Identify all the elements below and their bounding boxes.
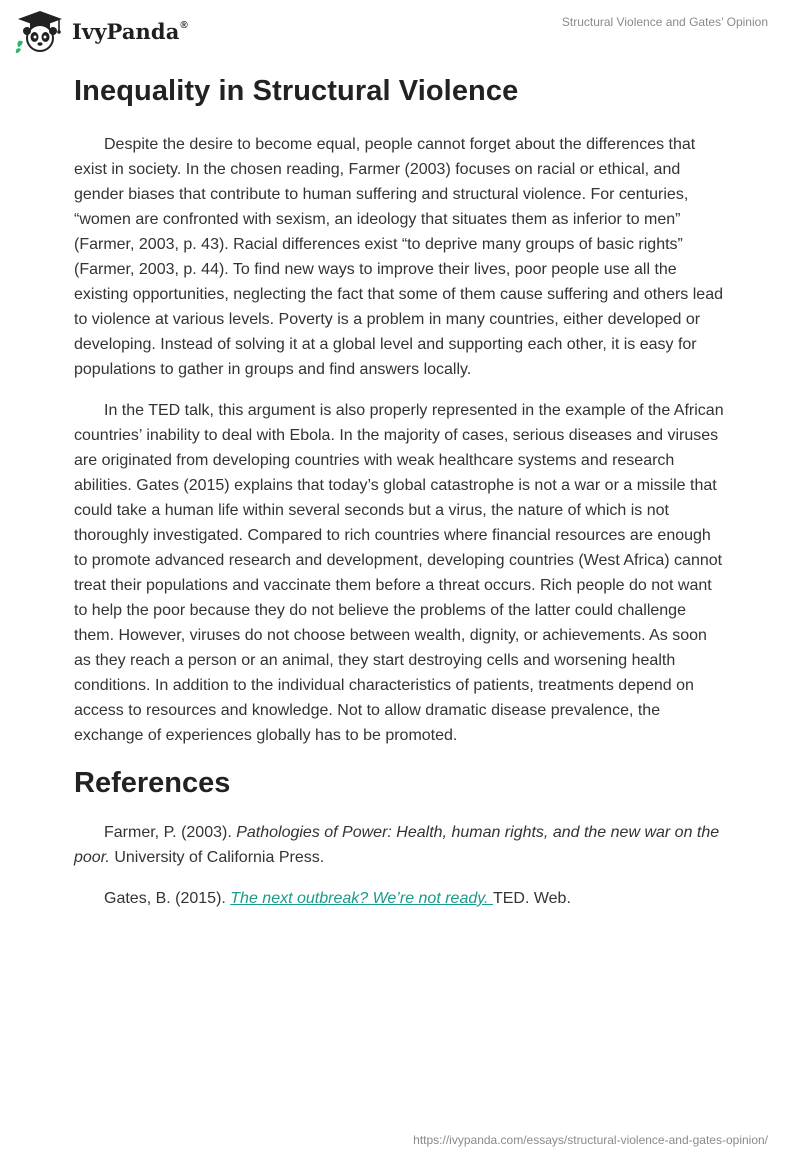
page-header [0, 0, 800, 60]
article-title: Inequality in Structural Violence [74, 75, 519, 107]
reference-source: TED. Web. [492, 890, 571, 907]
logo-wordmark: IvyPanda® [72, 18, 188, 44]
paragraph: Despite the desire to become equal, people cannot forget about the differences that exist in society. In the chosen reading, Farmer (2003) focuses on racial or ethical, and gender biases that contribute to human suffering and structural violence. For centuries, “women are confronted with sexism, an ideology that situates them as inferior to men” (Farmer, 2003, p. 43). Racial differences exist “to deprive many groups of basic rights” (Farmer, 2003, p. 44). To find new ways to improve their lives, poor people use all the existing opportunities, neglecting the fact that some of them cause suffering and others lead to violence at various levels. Poverty is a problem in many countries, either developed or developing. Instead of solving it at a global level and supporting each other, it is easy for populations to gather in groups and find answers locally. [74, 136, 723, 378]
reference-link[interactable]: The next outbreak? We’re not ready. [230, 890, 493, 907]
references-heading: References [74, 767, 231, 799]
footer-url: https://ivypanda.com/essays/structural-violence-and-gates-opinion/ [413, 1133, 768, 1147]
article-body [74, 70, 724, 911]
reference-title: Pathologies of Power: Health, human rights, and the new war on the poor. [74, 824, 720, 866]
reference-authors: Farmer, P. (2003). [104, 824, 237, 841]
document-title: Structural Violence and Gates’ Opinion [561, 15, 768, 29]
ivypanda-logo[interactable] [14, 9, 188, 53]
reference-item [74, 886, 724, 911]
reference-item [74, 820, 724, 870]
registered-mark: ® [180, 19, 188, 31]
reference-authors: Gates, B. (2015). [104, 890, 231, 907]
reference-publisher: University of California Press. [109, 849, 325, 866]
paragraph: In the TED talk, this argument is also properly represented in the example of the African countries’ inability to deal with Ebola. In the majority of cases, serious diseases and viruses are originated from developing countries with weak healthcare systems and research abilities. Gates (2015) explains that today’s global catastrophe is not a war or a missile that could take a human life within several seconds but a virus, the nature of which is not thoroughly investigated. Compared to rich countries where financial resources are enough to promote advanced research and development, developing countries (West Africa) cannot treat their populations and vaccinate them before a threat occurs. Rich people do not want to help the poor because they do not believe the problems of the latter could challenge them. However, viruses do not choose between wealth, dignity, or achievements. As soon as they reach a person or an animal, they start destroying cells and worsening health conditions. In addition to the individual characteristics of patients, treatments depend on access to resources and knowledge. Not to allow dramatic disease prevalence, the exchange of experiences globally has to be promoted. [74, 402, 724, 744]
panda-graduate-icon [14, 9, 66, 53]
